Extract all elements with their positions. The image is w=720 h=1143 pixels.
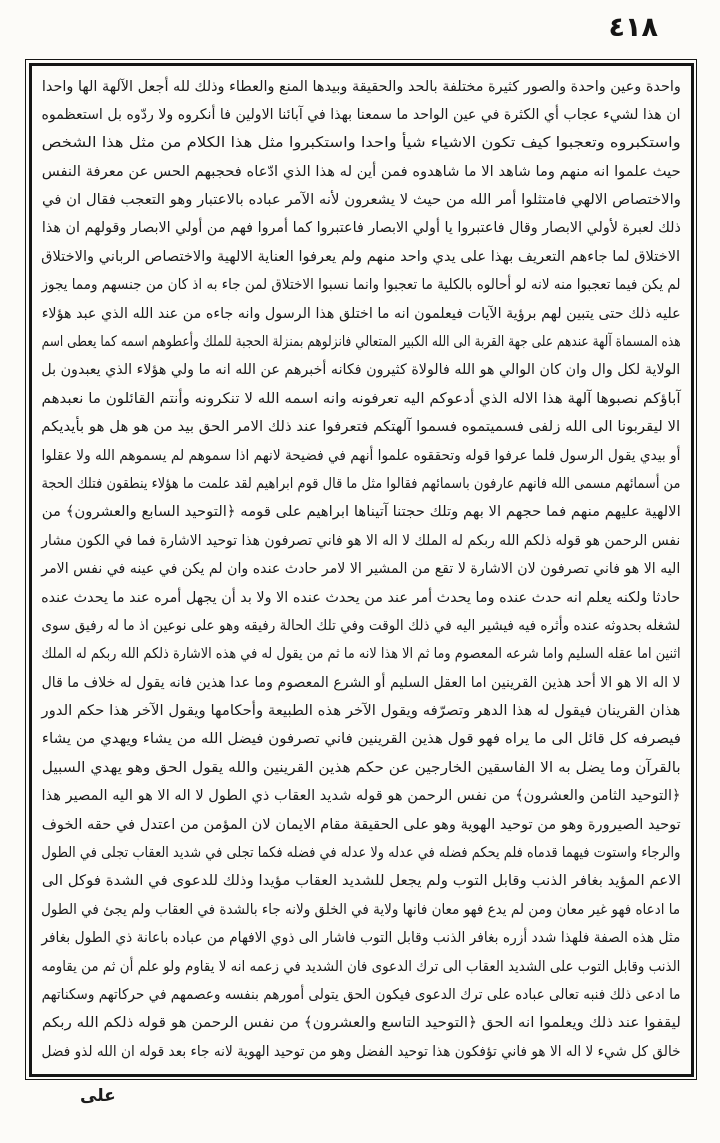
- page-frame-outer: [25, 59, 697, 1080]
- line-text: فيصرفه كل قائل الى ما يراه فهو قول هذين القرينين فاني تصرفون فيضل الله من يشاء ويهدي من يشاء: [41, 731, 681, 748]
- line-text: بالقرآن وما يضل به الا الفاسقين الخارجين عن حكم هذين القرينين والله يقول الحق وهو يهدي السبيل: [41, 759, 681, 776]
- line-text: حادثا ولكنه يعلم انه حدث عنده وما يحدث أمر عند من يحدث عنده الا ولا بد أن يجهل أمره عند ما يحدث عنده: [41, 589, 681, 606]
- line-text: ان هذا لشيء عجاب أي الكثرة في عين الواحد ما سمعنا بهذا في آبائنا الاولين فا أنكروه ولا ردّوه بل استعظموه: [41, 106, 681, 123]
- line-text: اثنين اما عقله السليم واما شرعه المعصوم وما ثم الا هذا لانه ما ثم من يقول له في هذه الاشارة ذلكم الله ربكم له الملك: [41, 646, 681, 663]
- page-number: ٤١٨: [608, 12, 658, 43]
- line-text: أو بيدي يقول الرسول فلما عرفوا قوله وتحققوه علموا أنهم في فضيحة لانهم اذا سموهم لم يسموهم الله ولا عقلوا: [41, 447, 681, 464]
- text-line: [42, 413, 681, 441]
- text-line: [42, 271, 681, 299]
- catchword: على: [80, 1086, 116, 1106]
- text-line: [42, 328, 681, 356]
- text-line: [42, 1009, 681, 1037]
- body-text-block: [42, 73, 681, 1067]
- text-line: [42, 101, 681, 129]
- line-text: لشغله بحدوثه عنده وأثره فيه فيشير اليه في ذلك الوقت وفي تلك الحالة رفيقه وهو على نوعين اذ ما له رفيق سوى: [41, 617, 681, 634]
- line-text: الا ليقربونا الى الله زلفى فسميتموه فسموا آلهتكم فتعرفوا عند ذلك الامر الحق بيد من هو هل هو بأيديكم: [41, 419, 681, 436]
- line-text: توحيد الصيرورة وهو من توحيد الهوية وهو على الحقيقة مقام الايمان لان المؤمن من اعتدل في حقه الخوف: [41, 816, 681, 833]
- text-line: [42, 640, 681, 668]
- text-line: [42, 186, 681, 214]
- line-text: مثل هذه الصفة فلهذا شدد أزره بغافر الذنب وقابل التوب فاشار الى ذوي الافهام من عباده باعانة ذي الطول بغافر: [41, 930, 681, 947]
- text-line: [42, 697, 681, 725]
- line-text: آباؤكم نصبوها آلهة هذا الاله الذي أدعوكم اليه تعرفونه وانه اسمه الله لا تنكرونه وأنتم القائلون ما نعبدهم: [41, 390, 681, 407]
- text-line: [42, 243, 681, 271]
- text-line: [42, 896, 681, 924]
- line-text: الذنب وقابل التوب على الشديد العقاب الى ترك الدعوى فان الشديد في زعمه انه لا يقاوم ولو علم أن ثم من يقاومه: [41, 958, 681, 975]
- line-text: هذه المسماة آلهة عندهم على جهة القربة الى الله الكبير المتعالي فانزلوهم بمنزلة الحجبة للملك وأعطوهم اسمه كما يعطى اسم: [41, 334, 681, 351]
- line-text: من أسمائهم مسمى الله فانهم عارفون باسمائهم فقالوا مثل ما قال قوم ابراهيم لقد علمت ما هؤلاء ينطقون فتلك الحجة: [41, 475, 681, 492]
- text-line: [42, 158, 681, 186]
- line-text: ليقفوا عند ذلك ويعلموا انه الحق ﴿التوحيد التاسع والعشرون﴾ من نفس الرحمن هو قوله ذلكم الله ربكم: [41, 1015, 681, 1032]
- text-line: [42, 981, 681, 1009]
- text-line: [42, 214, 681, 242]
- line-text: ما ادعاه فهو غير معان ومن لم يدع فهو معان فانها ولاية في الخلق ولانه جاء بالشدة في العقاب ولم يجئ في الطول: [41, 901, 681, 918]
- line-text: حيث علموا انه منهم وما شاهد الا ما شاهدوه فمن أين له هذا الذي ادّعاه فحجبهم الحس عن معرفة النفس: [41, 163, 681, 180]
- line-text: ما ادعى ذلك فنبه تعالى عباده على ترك الدعوى فيكون الحق يتولى أمورهم بنفسه وعصمهم في حركاتهم وسكناتهم: [41, 987, 681, 1003]
- text-line: [42, 1038, 681, 1066]
- line-text: الولاية لكل وال وان كان الوالي هو الله فالولاة كثيرون فكانه أخبرهم عن الله انه ما ولي هؤلاء الذي يعبدون بل: [41, 362, 681, 379]
- line-text: اليه الا هو فاني تصرفون لان الاشارة لا تقع من المشير الا لامر حادث عنده وان لم يكن في عينه في نفس الامر: [41, 561, 681, 578]
- line-text: الاعم المؤيد بغافر الذنب وقابل التوب ولم يجعل للشديد العقاب مؤيدا وذلك للدعوى في الشدة فوكل الى: [41, 873, 681, 890]
- line-text: هذان القرينان فيقول له هذا الدهر وتصرّفه ويقول الآخر هذه الطبيعة وأحكامها ويقول الآخر هذا حكم الدور: [41, 703, 681, 720]
- line-text: والاختصاص الالهي فامتثلوا أمر الله من حيث لا يشعرون لأنه الآمر عباده بالاعتبار وهو التعجب فقال ان في: [41, 192, 681, 209]
- text-line: [42, 584, 681, 612]
- page-frame-inner: [29, 63, 694, 1077]
- text-line: [42, 129, 681, 157]
- line-text: خالق كل شيء لا اله الا هو فاني تؤفكون هذا توحيد الفضل وهو من توحيد الهوية لانه جاء بعد قوله ان الله لذو فضل: [41, 1043, 681, 1060]
- text-line: [42, 953, 681, 981]
- text-line: [42, 470, 681, 498]
- line-text: عليه ذلك حتى يتبين لهم برؤية الآيات فيعلمون انه ما اختلق هذا الرسول وانه جاءه من عند الله الذي عبد هؤلاء: [41, 305, 681, 322]
- line-text: الالهية عليهم منهم فما حجهم الا بهم وتلك حجتنا آتيناها ابراهيم على قومه ﴿التوحيد السابع والعشرون﴾ من: [41, 504, 681, 521]
- text-line: [42, 839, 681, 867]
- text-line: [42, 356, 681, 384]
- line-text: لا اله الا هو الا أحد هذين القرينين اما العقل السليم أو الشرع المعصوم وما عدا هذين فانه يقول له خلاف ما قال: [41, 674, 681, 691]
- text-line: [42, 527, 681, 555]
- text-line: [42, 811, 681, 839]
- text-line: [42, 555, 681, 583]
- text-line: [42, 924, 681, 952]
- text-line: [42, 442, 681, 470]
- line-text: لم يكن فيما تعجبوا منه لانه لو أحالوه بالكلية ما تعجبوا وانما نسبوا الاختلاق لمن جاء به اذ كان من جنسهم ومما يجوز: [41, 277, 681, 294]
- text-line: [42, 612, 681, 640]
- line-text: والرجاء واستوت فيهما قدماه فلم يحكم فضله في عدله ولا عدله في فضله فكما تجلى في شديد العقاب تجلى في الطول: [41, 845, 681, 862]
- text-line: [42, 867, 681, 895]
- text-line: [42, 725, 681, 753]
- text-line: [42, 782, 681, 810]
- text-line: [42, 73, 681, 101]
- line-text: ذلك لعبرة لأولي الابصار وقال فاعتبروا يا أولي الابصار فاعتبروا كما أمروا فهم من أولي الابصار وقولهم ان هذا: [41, 220, 681, 237]
- line-text: ﴿التوحيد الثامن والعشرون﴾ من نفس الرحمن هو قوله شديد العقاب ذي الطول لا اله الا هو اليه المصير هذا: [41, 788, 681, 805]
- text-line: [42, 669, 681, 697]
- line-text: الاختلاق لما جاءهم التعريف بهذا على يدي واحد منهم ولم يعرفوا العناية الالهية والاختصاص الرباني والاختلاق: [41, 248, 681, 265]
- text-line: [42, 385, 681, 413]
- line-text: واستكبروه وتعجبوا كيف تكون الاشياء شيأ واحدا واستكبروا مثل هذا الكلام من مثل هذا الشخص: [41, 135, 681, 152]
- line-text: نفس الرحمن هو قوله ذلكم الله ربكم له الملك لا اله الا هو فاني تصرفون هذا توحيد الاشارة فما في الكون مشار: [41, 532, 681, 549]
- text-line: [42, 754, 681, 782]
- text-line: [42, 300, 681, 328]
- line-text: واحدة وعين واحدة والصور كثيرة مختلفة بالحد والحقيقة وبيدها المنع والعطاء وذلك لله أجعل الآلهة الها واحدا: [41, 78, 681, 95]
- text-line: [42, 498, 681, 526]
